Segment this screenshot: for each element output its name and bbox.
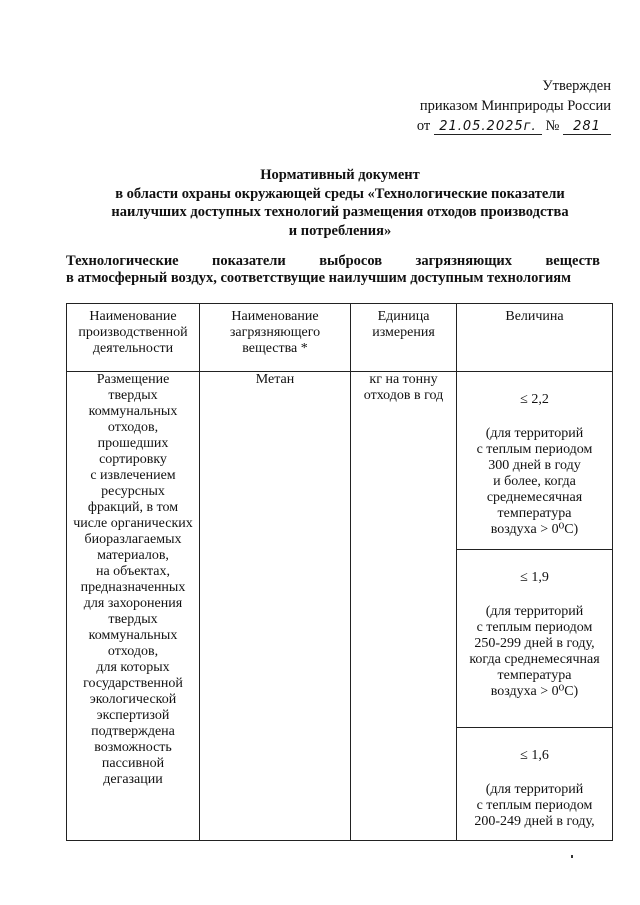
value-condition-line: когда среднемесячная (469, 652, 600, 667)
activity-line: отходов, (107, 644, 159, 659)
value-condition-line: с теплым периодом (476, 798, 593, 813)
activity-line: экспертизой (96, 708, 170, 723)
header-value: Величина (457, 304, 613, 372)
activity-line: биоразлагаемых (84, 532, 182, 547)
value-condition-line: (для территорий (485, 782, 584, 797)
section-heading-word: Технологические (66, 253, 179, 269)
activity-line: дегазации (103, 772, 163, 787)
value-condition-line: 300 дней в году (488, 458, 581, 473)
table-header-row (67, 304, 613, 372)
activity-line: на объектах, (95, 564, 171, 579)
approval-date-line (417, 116, 611, 136)
document-title-line: Нормативный документ (260, 167, 420, 183)
document-title (60, 166, 620, 240)
value-condition-line: и более, когда (493, 474, 576, 489)
value-bound: ≤ 2,2 (520, 392, 549, 407)
section-heading-word: показатели (212, 253, 286, 269)
value-cell (457, 372, 613, 550)
header-substance: Наименование загрязняющего вещества * (200, 304, 351, 372)
approval-title: Утвержден (542, 78, 611, 94)
substance-cell: Метан (200, 372, 351, 841)
section-heading-word: веществ (545, 253, 600, 269)
section-heading-word: выбросов (319, 253, 383, 269)
activity-line: с извлечением (90, 468, 176, 483)
scan-mark (571, 855, 573, 858)
activity-line: сортировку (99, 452, 167, 467)
activity-line: подтверждена (91, 724, 175, 739)
value-condition-line: температура (497, 668, 572, 683)
activity-line: пассивной (101, 756, 165, 771)
approval-from-label: от (416, 118, 431, 134)
value-condition-line: температура (497, 506, 572, 521)
value-condition (460, 782, 609, 830)
value-condition-line: воздуха > 0⁰С) (490, 684, 579, 699)
table-row (67, 372, 613, 550)
activity-line: фракций, в том (87, 500, 179, 515)
section-heading-line: в атмосферный воздух, соответствущие наилучшим доступным технологиям (66, 270, 572, 286)
activity-line: предназначенных (80, 580, 186, 595)
value-condition-line: (для территорий (485, 604, 584, 619)
activity-line: экологической (89, 692, 177, 707)
activity-line: твердых (108, 612, 158, 627)
section-heading (66, 253, 600, 287)
activity-cell (67, 372, 200, 841)
approval-date: 21.05.2025г. (434, 120, 542, 135)
activity-line: коммунальных (88, 628, 178, 643)
value-cell (457, 550, 613, 728)
value-condition-line: 250-299 дней в году, (474, 636, 595, 651)
activity-line: прошедших (97, 436, 169, 451)
activity-line: Размещение (96, 372, 170, 387)
document-title-line: в области охраны окружающей среды «Технологические показатели (115, 185, 565, 202)
value-condition-line: с теплым периодом (476, 620, 593, 635)
activity-line: для захоронения (83, 596, 183, 611)
header-activity: Наименование производственной деятельности (67, 304, 200, 372)
value-condition-line: 200-249 дней в году, (474, 814, 595, 829)
indicators-table (66, 303, 613, 841)
approval-order: приказом Минприроды России (419, 98, 611, 114)
activity-line: материалов, (97, 548, 169, 563)
value-condition-line: среднемесячная (486, 490, 583, 505)
unit-cell: кг на тонну отходов в год (351, 372, 457, 841)
section-heading-line (66, 253, 600, 270)
activity-line: твердых (108, 388, 158, 403)
activity-line: числе органических (73, 516, 193, 531)
document-title-line: наилучших доступных технологий размещения отходов производства (111, 204, 569, 220)
value-condition-line: воздуха > 0⁰С) (490, 522, 579, 537)
activity-line: возможность (94, 740, 172, 755)
activity-line: ресурсных (101, 484, 165, 499)
value-condition (460, 604, 609, 700)
section-heading-word: загрязняющих (415, 253, 513, 269)
value-cell (457, 728, 613, 841)
approval-number-label: № (545, 118, 560, 134)
value-bound: ≤ 1,9 (520, 570, 549, 585)
document-title-line: и потребления» (288, 222, 392, 239)
value-condition-line: (для территорий (485, 426, 584, 441)
header-unit: Единица измерения (351, 304, 457, 372)
value-condition-line: с теплым периодом (476, 442, 593, 457)
activity-line: для которых (96, 660, 170, 675)
value-bound: ≤ 1,6 (520, 748, 549, 763)
activity-line: государственной (83, 676, 183, 691)
approval-number: 281 (563, 120, 611, 135)
activity-line: коммунальных (88, 404, 178, 419)
approval-block (417, 76, 611, 136)
value-condition (460, 426, 609, 538)
activity-line: отходов, (107, 420, 159, 435)
